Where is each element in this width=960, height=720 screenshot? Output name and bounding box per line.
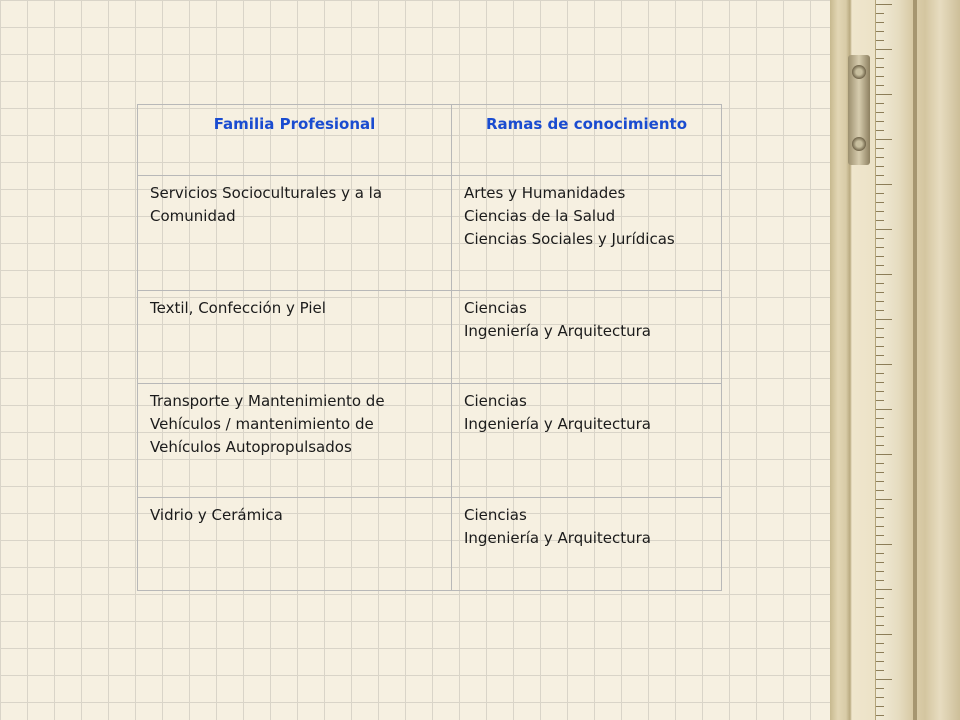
ruler-tick (876, 598, 884, 599)
ruler-tick (876, 112, 884, 113)
ruler-tick (876, 508, 884, 509)
ruler-tick (876, 688, 884, 689)
ruler-tick (876, 355, 884, 356)
ruler-tick (876, 661, 884, 662)
table-row (138, 498, 722, 591)
table-header-row (138, 105, 722, 176)
ruler-tick (876, 175, 884, 176)
familia-cell: Textil, Confección y Piel (138, 291, 452, 384)
ruler-tick (876, 670, 884, 671)
ruler-tick (876, 634, 892, 635)
ruler-tick (876, 211, 884, 212)
ruler-tick (876, 607, 884, 608)
ruler-tick (876, 535, 884, 536)
ruler-tick (876, 229, 892, 230)
ruler-tick (876, 148, 884, 149)
ramas-cell: Ciencias Ingeniería y Arquitectura (452, 384, 722, 498)
ruler-tick (876, 157, 884, 158)
ramas-cell: Ciencias Ingeniería y Arquitectura (452, 498, 722, 591)
ruler-tick (876, 67, 884, 68)
ruler-tick (876, 238, 884, 239)
header-ramas-conocimiento: Ramas de conocimiento (452, 105, 722, 176)
ruler-tick (876, 616, 884, 617)
ruler-tick (876, 58, 884, 59)
ruler-tick (876, 310, 884, 311)
ruler-tick (876, 130, 884, 131)
ruler-tick (876, 94, 892, 95)
familia-cell: Vidrio y Cerámica (138, 498, 452, 591)
ruler-tick (876, 652, 884, 653)
ruler-edge (913, 0, 917, 720)
ramas-cell: Ciencias Ingeniería y Arquitectura (452, 291, 722, 384)
table-row (138, 291, 722, 384)
ruler-tick (876, 13, 884, 14)
header-familia-profesional: Familia Profesional (138, 105, 452, 176)
table-row (138, 384, 722, 498)
ruler-tick (876, 418, 884, 419)
ruler-tick (876, 409, 892, 410)
ruler-tick (876, 481, 884, 482)
familia-cell: Servicios Socioculturales y a la Comunidad (138, 176, 452, 291)
ruler-tick (876, 274, 892, 275)
familia-cell: Transporte y Mantenimiento de Vehículos / mantenimiento de Vehículos Autopropulsados (138, 384, 452, 498)
ruler-tick (876, 589, 892, 590)
ruler-tick (876, 643, 884, 644)
ruler-tick (876, 490, 884, 491)
ruler-tick (876, 247, 884, 248)
ruler-tick (876, 103, 884, 104)
ruler-tick (876, 526, 884, 527)
ruler-tick (876, 454, 892, 455)
ruler-tick (876, 40, 884, 41)
ruler-tick (876, 139, 892, 140)
ruler-strip (875, 0, 915, 720)
ruler-tick (876, 706, 884, 707)
ramas-cell: Artes y Humanidades Ciencias de la Salud Ciencias Sociales y Jurídicas (452, 176, 722, 291)
ruler-tick (876, 472, 884, 473)
ruler-tick (876, 715, 884, 716)
ruler-tick (876, 553, 884, 554)
ruler-tick (876, 283, 884, 284)
ruler-tick (876, 4, 892, 5)
ruler-tick (876, 400, 884, 401)
ruler-tick (876, 193, 884, 194)
ruler-tick (876, 580, 884, 581)
ruler-tick (876, 373, 884, 374)
ruler-tick (876, 328, 884, 329)
ruler-tick (876, 85, 884, 86)
ruler-tick (876, 121, 884, 122)
ruler-tick (876, 427, 884, 428)
ruler-tick (876, 562, 884, 563)
ruler-tick (876, 166, 884, 167)
ruler-tick (876, 697, 884, 698)
ruler-tick (876, 544, 892, 545)
screw-icon (852, 65, 866, 79)
ruler-tick (876, 571, 884, 572)
ruler-tick (876, 391, 884, 392)
ruler-tick (876, 31, 884, 32)
ruler-tick (876, 184, 892, 185)
ruler-tick (876, 337, 884, 338)
ruler-tick (876, 445, 884, 446)
ruler-tick (876, 382, 884, 383)
ruler-tick (876, 463, 884, 464)
ruler-tick (876, 292, 884, 293)
table-row (138, 176, 722, 291)
ruler-tick (876, 346, 884, 347)
screw-icon (852, 137, 866, 151)
ruler-tick (876, 625, 884, 626)
ruler-tick (876, 265, 884, 266)
professional-families-table (137, 104, 722, 591)
ruler-tick (876, 49, 892, 50)
ruler-tick (876, 220, 884, 221)
ruler-tick (876, 679, 892, 680)
ruler-tick (876, 517, 884, 518)
ruler-tick (876, 256, 884, 257)
ruler-tick (876, 499, 892, 500)
ruler-tick (876, 319, 892, 320)
ruler-tick (876, 301, 884, 302)
ruler-tick (876, 76, 884, 77)
ruler-tick (876, 202, 884, 203)
ruler-tick (876, 436, 884, 437)
ruler-tick (876, 22, 884, 23)
ruler-tick (876, 364, 892, 365)
